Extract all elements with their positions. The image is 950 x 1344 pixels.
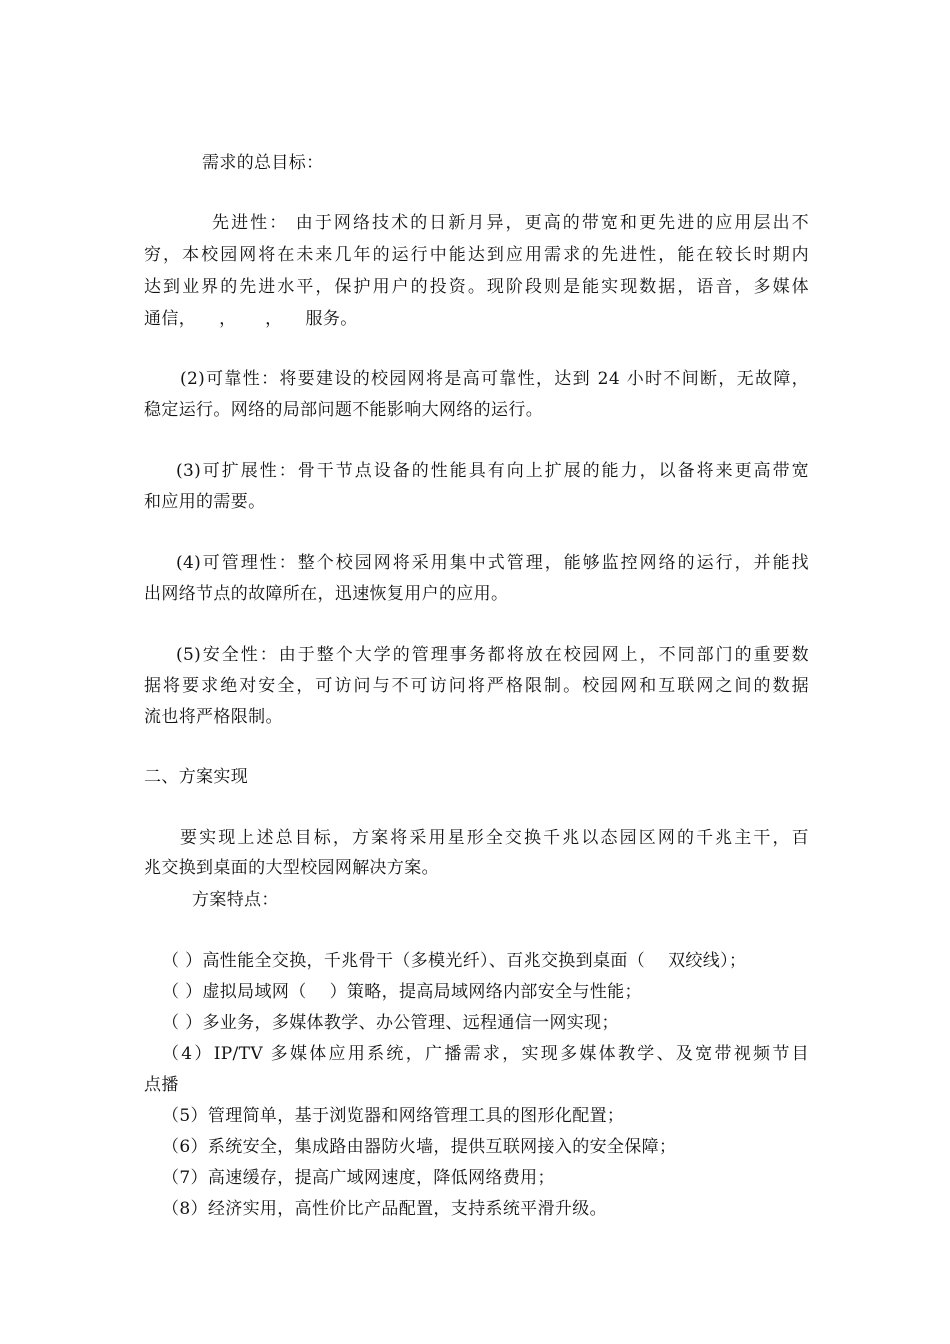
feature-item-7: （7）高速缓存，提高广域网速度，降低网络费用； xyxy=(162,1168,555,1188)
section-2-heading: 二、方案实现 xyxy=(144,767,249,787)
security-line-1: (5)安全性：由于整个大学的管理事务都将放在校园网上，不同部门的重要数 xyxy=(176,645,809,665)
scalability-line-1: (3)可扩展性：骨干节点设备的性能具有向上扩展的能力，以备将来更高带宽 xyxy=(176,461,809,481)
feature-item-1: （ ）高性能全交换，千兆骨干（多模光纤）、百兆交换到桌面（ 双绞线）； xyxy=(162,951,747,971)
implementation-line-1: 要实现上述总目标，方案将采用星形全交换千兆以态园区网的千兆主干，百 xyxy=(180,828,809,848)
feature-item-3: （ ）多业务，多媒体教学、办公管理、远程通信一网实现； xyxy=(162,1013,619,1033)
feature-item-2: （ ）虚拟局域网（ ）策略，提高局域网络内部安全与性能； xyxy=(162,982,642,1002)
goal-heading: 需求的总目标： xyxy=(202,153,324,173)
feature-item-6: （6）系统安全，集成路由器防火墙，提供互联网接入的安全保障； xyxy=(162,1137,677,1157)
manageability-line-2: 出网络节点的故障所在，迅速恢复用户的应用。 xyxy=(144,584,509,604)
feature-item-5: （5）管理简单，基于浏览器和网络管理工具的图形化配置； xyxy=(162,1106,625,1126)
implementation-line-2: 兆交换到桌面的大型校园网解决方案。 xyxy=(144,858,439,878)
feature-item-4: （4）IP/TV 多媒体应用系统，广播需求，实现多媒体教学、及宽带视频节目 xyxy=(162,1044,809,1064)
feature-item-8: （8）经济实用，高性价比产品配置，支持系统平滑升级。 xyxy=(162,1199,607,1219)
scalability-line-2: 和应用的需要。 xyxy=(144,492,266,512)
advanced-line-3: 达到业界的先进水平，保护用户的投资。现阶段则是能实现数据，语音，多媒体 xyxy=(144,277,809,297)
advanced-line-1: 先进性： 由于网络技术的日新月异，更高的带宽和更先进的应用层出不 xyxy=(212,213,809,233)
security-line-3: 流也将严格限制。 xyxy=(144,707,283,727)
advanced-line-4: 通信， ， ， 服务。 xyxy=(144,309,358,329)
reliability-line-2: 稳定运行。网络的局部问题不能影响大网络的运行。 xyxy=(144,400,544,420)
feature-item-4-continuation: 点播 xyxy=(144,1075,179,1095)
security-line-2: 据将要求绝对安全，可访问与不可访问将严格限制。校园网和互联网之间的数据 xyxy=(144,676,809,696)
manageability-line-1: (4)可管理性：整个校园网将采用集中式管理，能够监控网络的运行，并能找 xyxy=(176,553,809,573)
reliability-line-1: (2)可靠性：将要建设的校园网将是高可靠性，达到 24 小时不间断，无故障， xyxy=(180,369,809,389)
features-heading: 方案特点： xyxy=(192,890,279,910)
advanced-line-2: 穷，本校园网将在未来几年的运行中能达到应用需求的先进性，能在较长时期内 xyxy=(144,245,809,265)
